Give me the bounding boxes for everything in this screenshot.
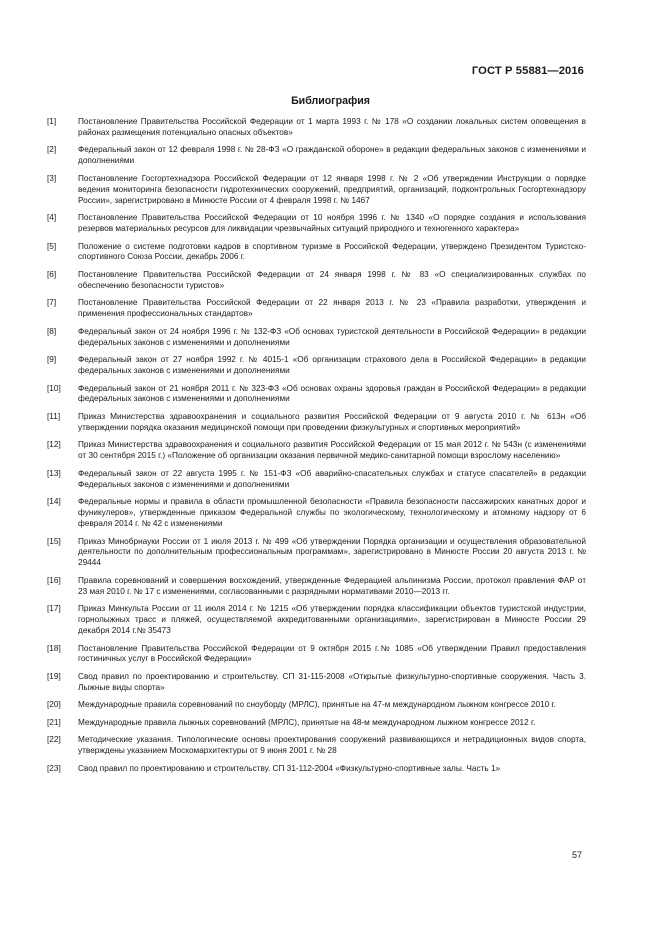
bibliography-list xyxy=(47,117,586,781)
bibliography-entry-text: Постановление Правительства Российской Федерации от 1 марта 1993 г. № 178 «О создании локальных систем оповещения в районах размещения потенциально опасных объектов» xyxy=(78,117,586,137)
bibliography-entry-number: [19] xyxy=(47,671,61,681)
bibliography-entry xyxy=(47,270,586,292)
bibliography-entry xyxy=(47,117,586,139)
bibliography-entry xyxy=(47,700,586,711)
bibliography-entry xyxy=(47,764,586,775)
bibliography-entry xyxy=(47,298,586,320)
bibliography-entry-text: Приказ Министерства здравоохранения и социального развития Российской Федерации от 15 мая 2012 г. № 543н (с изменениями от 30 сентября 2015 г.) «Положение об организации оказания первичной медико-санитарной помощи взрослому населению» xyxy=(78,440,586,461)
bibliography-entry-number: [21] xyxy=(47,717,61,727)
bibliography-entry xyxy=(47,412,586,434)
page-number: 57 xyxy=(571,850,582,860)
bibliography-entry-text: Постановление Правительства Российской Федерации от 24 января 1998 г. № 83 «О специализированных службах по обеспечению безопасности туристов» xyxy=(78,269,586,290)
document-code: ГОСТ Р 55881—2016 xyxy=(471,65,584,77)
bibliography-entry xyxy=(47,440,586,462)
bibliography-entry xyxy=(47,644,586,666)
bibliography-entry-number: [22] xyxy=(47,735,61,745)
bibliography-entry-number: [8] xyxy=(47,326,57,336)
bibliography-entry-text: Положение о системе подготовки кадров в спортивном туризме в Российской Федерации, утверждено Президентом Туристско-спортивного Союза России, декабрь 2006 г. xyxy=(78,241,586,262)
bibliography-entry-number: [2] xyxy=(47,145,57,155)
bibliography-entry xyxy=(47,327,586,349)
bibliography-entry-number: [3] xyxy=(47,173,57,183)
bibliography-entry-text: Федеральный закон от 24 ноября 1996 г. № 132-ФЗ «Об основах туристской деятельности в Российской Федерации» в редакции федеральных законов с изменениями и дополнениями xyxy=(78,326,586,347)
bibliography-entry-text: Международные правила лыжных соревнований (МРЛС), принятые на 48-м международном лыжном конгрессе 2012 г. xyxy=(78,717,536,727)
bibliography-entry-number: [1] xyxy=(47,117,57,126)
bibliography-entry xyxy=(47,355,586,377)
bibliography-entry-number: [9] xyxy=(47,355,57,365)
bibliography-entry-text: Приказ Министерства здравоохранения и социального развития Российской Федерации от 9 августа 2010 г. № 613н «Об утверждении порядка оказания медицинской помощи при проведении физкультурных и спортивных мероприятий» xyxy=(78,411,586,432)
bibliography-entry xyxy=(47,604,586,637)
bibliography-entry-text: Свод правил по проектированию и строительству. СП 31-115-2008 «Открытые физкультурно-спортивные сооружения. Часть 3. Лыжные виды спорта» xyxy=(78,671,586,692)
bibliography-entry xyxy=(47,735,586,757)
bibliography-entry-number: [13] xyxy=(47,468,61,478)
bibliography-entry-text: Постановление Госгортехнадзора Российской Федерации от 12 января 1998 г. № 2 «Об утверждении Инструкции о порядке ведения мониторинга безопасности гидротехнических сооружений, предприятий, организаций, подконтрольных Госгортехнадзору России», зарегистрировано в Минюсте России от 4 февраля 1998 г. № 1467 xyxy=(78,173,586,205)
bibliography-entry-text: Постановление Правительства Российской Федерации от 9 октября 2015 г.№ 1085 «Об утверждении Правил предоставления гостиничных услуг в Российской Федерации» xyxy=(78,643,586,664)
bibliography-entry xyxy=(47,718,586,729)
bibliography-entry-number: [11] xyxy=(47,411,61,421)
bibliography-entry-number: [7] xyxy=(47,298,57,308)
bibliography-entry-number: [4] xyxy=(47,213,57,223)
bibliography-entry-text: Приказ Минкульта России от 11 июля 2014 г. № 1215 «Об утверждении порядка классификации объектов туристской индустрии, горнолыжных трасс и пляжей, осуществляемой аккредитованными организациями», зарегистрирован в Минюсте России 29 декабря 2014 г.№ 35473 xyxy=(78,604,586,636)
bibliography-entry xyxy=(47,576,586,598)
bibliography-entry-text: Федеральный закон от 22 августа 1995 г. № 151-ФЗ «Об аварийно-спасательных службах и статусе спасателей» в редакции Федеральных законов с изменениями и дополнениями xyxy=(78,468,586,489)
bibliography-entry xyxy=(47,469,586,491)
bibliography-entry-text: Федеральный закон от 27 ноября 1992 г. № 4015-1 «Об организации страхового дела в Российской Федерации» в редакции федеральных законов с изменениями и дополнениями xyxy=(78,355,586,376)
bibliography-entry xyxy=(47,242,586,264)
bibliography-entry-number: [23] xyxy=(47,763,61,773)
bibliography-entry-text: Свод правил по проектированию и строительству. СП 31-112-2004 «Физкультурно-спортивные залы. Часть 1» xyxy=(78,763,501,773)
bibliography-entry-number: [20] xyxy=(47,700,61,710)
bibliography-entry-text: Федеральные нормы и правила в области промышленной безопасности «Правила безопасности пассажирских канатных дорог и фуникулеров», утвержденные приказом Федеральной службы по экологическому, технологическому и атомному надзору от 6 февраля 2014 г. № 42 с изменениями xyxy=(78,497,586,528)
bibliography-entry-text: Постановление Правительства Российской Федерации от 22 января 2013 г. № 23 «Правила разработки, утверждения и применения профессиональных стандартов» xyxy=(78,298,586,319)
bibliography-entry-text: Правила соревнований и совершения восхождений, утвержденные Федерацией альпинизма России, протокол правления ФАР от 23 мая 2010 г. № 17 с изменениями, согласованными с разрядными нормативами 2010—2013 гг. xyxy=(78,575,586,596)
bibliography-entry-number: [14] xyxy=(47,497,61,507)
bibliography-entry-number: [16] xyxy=(47,575,61,585)
bibliography-entry-text: Методические указания. Типологические основы проектирования сооружений развивающихся и нетрадиционных видов спорта, утверждены указанием Москомархитектуры от 9 июня 2001 г. № 28 xyxy=(78,735,586,756)
bibliography-entry-number: [10] xyxy=(47,383,61,393)
bibliography-entry-text: Приказ Минобрнауки России от 1 июля 2013 г. № 499 «Об утверждении Порядка организации и осуществления образовательной деятельности по дополнительным профессиональным программам», зарегистрировано в Минюсте России 20 августа 2013 г. № 29444 xyxy=(78,536,586,568)
bibliography-entry-number: [6] xyxy=(47,269,57,279)
bibliography-entry-number: [12] xyxy=(47,440,61,450)
bibliography-entry-number: [5] xyxy=(47,241,57,251)
bibliography-entry-number: [18] xyxy=(47,643,61,653)
bibliography-entry-number: [17] xyxy=(47,604,61,614)
bibliography-entry-number: [15] xyxy=(47,536,61,546)
bibliography-entry xyxy=(47,537,586,570)
bibliography-entry-text: Федеральный закон от 21 ноября 2011 г. № 323-ФЗ «Об основах охраны здоровья граждан в Российской Федерации» в редакции федеральных законов с изменениями и дополнениями xyxy=(78,383,586,404)
bibliography-entry xyxy=(47,672,586,694)
bibliography-entry xyxy=(47,145,586,167)
bibliography-entry-text: Федеральный закон от 12 февраля 1998 г. № 28-ФЗ «О гражданской обороне» в редакции федеральных законов с изменениями и дополнениями xyxy=(78,145,586,166)
bibliography-entry-text: Постановление Правительства Российской Федерации от 10 ноября 1996 г. № 1340 «О порядке создания и использования резервов материальных ресурсов для ликвидации чрезвычайных ситуаций природного и техногенного характера» xyxy=(78,213,586,234)
bibliography-entry xyxy=(47,497,586,530)
bibliography-entry-text: Международные правила соревнований по сноуборду (МРЛС), принятые на 47-м международном лыжном конгрессе 2010 г. xyxy=(78,700,556,710)
bibliography-entry xyxy=(47,174,586,207)
bibliography-entry xyxy=(47,384,586,406)
bibliography-entry xyxy=(47,213,586,235)
section-title: Библиография xyxy=(291,95,370,107)
